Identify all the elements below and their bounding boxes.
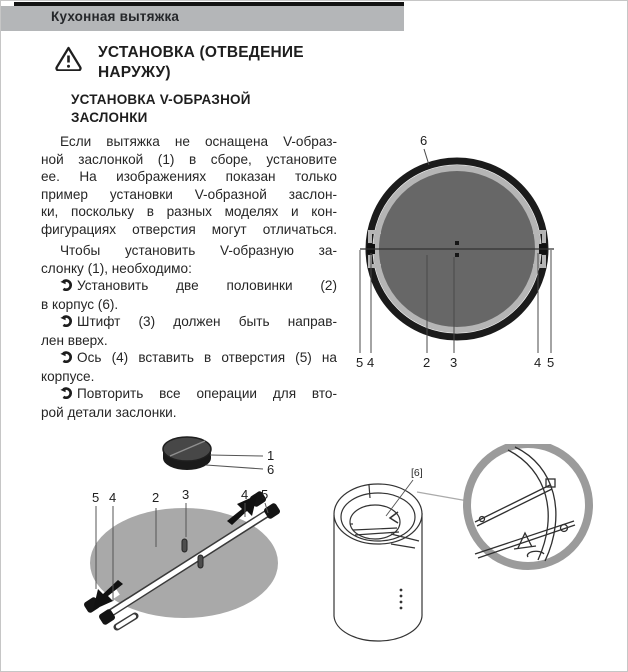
bullet-item-line: в корпус (6).: [41, 296, 119, 312]
curved-arrow-bullet-icon: [60, 314, 72, 332]
part-label-4: 4: [109, 490, 117, 505]
bullet-item-line: лен вверх.: [41, 332, 108, 348]
valve-front-view-diagram: [346, 129, 566, 371]
paragraph-line: ки, поскольку в разных моделях и кон-: [41, 204, 337, 219]
part-label-2: 2: [152, 490, 160, 505]
bullet-text: Штифт (3) должен быть направ-: [77, 314, 337, 329]
bullet-item-line: [41, 313, 337, 332]
part-label-6: 6: [420, 133, 428, 148]
valve-disc: [163, 437, 211, 470]
bullet-text: Повторить все операции для вто-: [77, 386, 337, 401]
leader-part6: [206, 465, 263, 469]
paragraph-line: Если вытяжка не оснащена V-образ-: [60, 134, 337, 149]
magnifier-connector: [417, 492, 468, 501]
part-label-4b: 4: [534, 355, 542, 370]
paragraph-line: ной заслонкой (1) в сборе, установите: [41, 151, 337, 167]
bullet-text: Установить две половинки (2): [77, 278, 337, 293]
part-label-4b: 4: [241, 487, 249, 502]
section-title: УСТАНОВКА (ОТВЕДЕНИЕ НАРУЖУ): [98, 44, 304, 81]
part-label-5: 5: [92, 490, 100, 505]
part-label-5b: 5: [547, 355, 555, 370]
paragraph-line: пример установки V-образной заслон-: [41, 186, 337, 202]
control-dots: [400, 589, 403, 610]
paragraph-line: слонку (1), необходимо:: [41, 260, 192, 276]
paragraph-line: ее. На изображениях показан только: [41, 169, 337, 184]
text-column: [41, 43, 337, 421]
bullet-item-line: [41, 277, 337, 296]
part-label-6: 6: [267, 462, 275, 477]
warning-triangle-icon: [54, 45, 83, 76]
hood-cylinder: [334, 484, 422, 641]
part-label-1: 1: [267, 448, 275, 463]
curved-arrow-bullet-icon: [60, 278, 72, 296]
section-subtitle: УСТАНОВКА V-ОБРАЗНОЙ ЗАСЛОНКИ: [71, 92, 251, 125]
curved-arrow-bullet-icon: [60, 350, 72, 368]
bullet-item-line: [41, 349, 337, 368]
bullet-item-line: корпусе.: [41, 368, 95, 384]
bullet-item-line: [41, 385, 337, 404]
center-pin-upper: [455, 241, 459, 245]
center-pin-lower: [455, 253, 459, 257]
paragraph-line: фигурациях отверстия могут отличаться.: [41, 221, 337, 237]
part-label-5b: 5: [261, 487, 269, 502]
callout-label-6: [6]: [411, 467, 423, 479]
body-text: [41, 133, 337, 421]
part-label-4: 4: [367, 355, 375, 370]
exploded-assembly-diagram: [59, 429, 324, 669]
part-label-5: 5: [356, 355, 364, 370]
page-header-title: Кухонная вытяжка: [51, 9, 180, 24]
section-heading: [41, 43, 337, 82]
leader-part1: [210, 455, 263, 456]
paragraph-line: Чтобы установить V-образную за-: [60, 243, 337, 258]
part-label-3: 3: [450, 355, 458, 370]
hood-body-diagram: [329, 444, 621, 672]
part-label-2: 2: [423, 355, 431, 370]
part-label-3: 3: [182, 487, 190, 502]
bullet-item-line: рой детали заслонки.: [41, 404, 177, 420]
bullet-text: Ось (4) вставить в отверстия (5) на: [77, 350, 337, 365]
curved-arrow-bullet-icon: [60, 386, 72, 404]
